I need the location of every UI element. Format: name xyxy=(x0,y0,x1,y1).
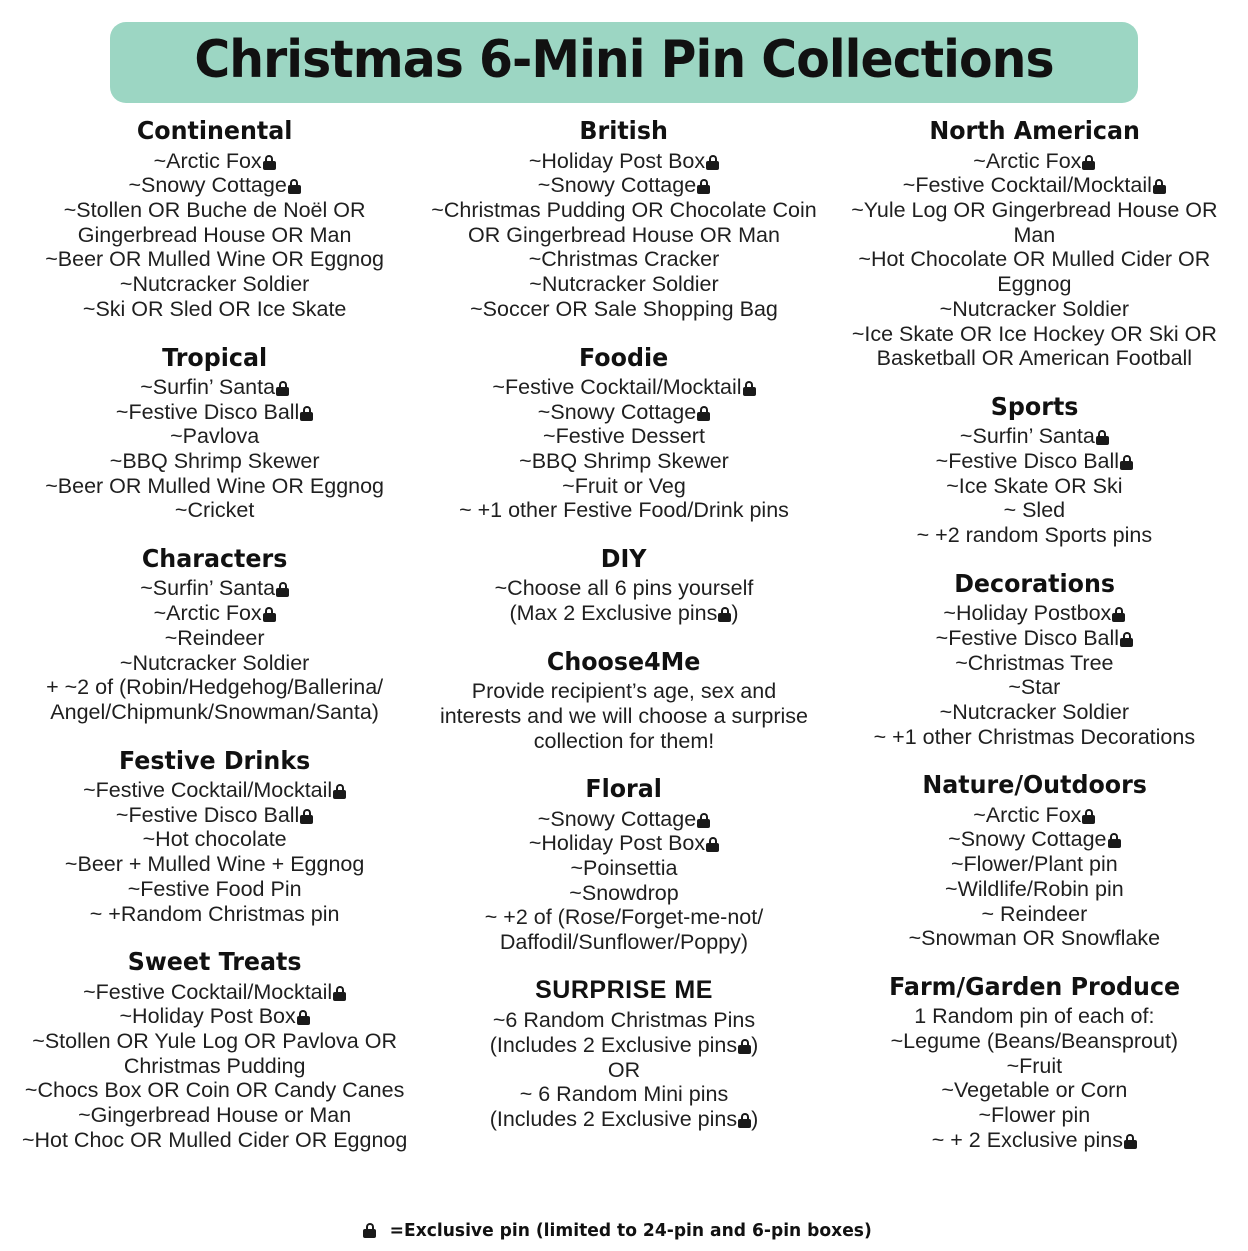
list-item-label: ~Holiday Post Box xyxy=(528,148,706,173)
list-item xyxy=(839,198,1230,247)
collection-title: Tropical xyxy=(162,342,268,372)
list-item xyxy=(430,601,817,626)
list-item-label: ~Hot chocolate xyxy=(142,827,287,852)
column-middle xyxy=(426,115,821,1151)
list-item xyxy=(20,424,409,449)
list-item-label: ~Christmas Cracker xyxy=(528,247,720,272)
collection-items xyxy=(430,576,817,625)
lock-icon xyxy=(363,1223,376,1238)
list-item xyxy=(839,601,1230,626)
collection-title: British xyxy=(579,116,669,146)
collection-block xyxy=(839,115,1230,371)
list-item-label: ~Christmas Tree xyxy=(955,650,1114,675)
list-item xyxy=(430,149,817,174)
list-item-label: ~ +2 random Sports pins xyxy=(916,523,1153,548)
lock-icon xyxy=(276,381,289,396)
list-item xyxy=(430,1008,817,1033)
list-item-suffix: ) xyxy=(731,601,739,626)
list-item-label: ~Star xyxy=(1008,675,1061,700)
collection-items xyxy=(20,778,409,926)
collection-block xyxy=(839,971,1230,1153)
list-item xyxy=(839,322,1230,371)
collection-title: Continental xyxy=(136,116,293,146)
list-item-label: ~Flower/Plant pin xyxy=(950,852,1118,877)
list-item xyxy=(430,297,817,322)
collection-title: Decorations xyxy=(953,568,1115,598)
list-item-label: ~ Sled xyxy=(1003,498,1066,523)
list-item-label: (Includes 2 Exclusive pins xyxy=(489,1106,738,1131)
list-item-label: ~Poinsettia xyxy=(570,855,678,880)
list-item xyxy=(430,247,817,272)
list-item xyxy=(839,651,1230,676)
list-item-label: (Includes 2 Exclusive pins xyxy=(489,1032,738,1057)
list-item xyxy=(430,856,817,881)
lock-icon xyxy=(300,809,313,824)
lock-icon xyxy=(1120,455,1133,470)
list-item xyxy=(430,498,817,523)
list-item-label: ~Soccer OR Sale Shopping Bag xyxy=(470,296,778,321)
lock-icon xyxy=(300,406,313,421)
list-item xyxy=(430,173,817,198)
list-item xyxy=(20,902,409,927)
collection-items xyxy=(839,601,1230,749)
title-banner xyxy=(110,22,1138,103)
list-item xyxy=(430,1058,817,1083)
collection-items xyxy=(430,149,817,322)
list-item xyxy=(20,474,409,499)
list-item xyxy=(839,675,1230,700)
list-item xyxy=(839,1029,1230,1054)
collection-title: Floral xyxy=(585,774,663,804)
lock-icon xyxy=(263,607,276,622)
collection-title: SURPRISE ME xyxy=(535,975,713,1004)
list-item-label: ~Wildlife/Robin pin xyxy=(945,876,1124,901)
collection-block xyxy=(839,568,1230,750)
list-item xyxy=(839,297,1230,322)
list-item xyxy=(430,831,817,856)
list-item-label: ~Gingerbread House or Man xyxy=(78,1103,352,1128)
list-item-label: ~Hot Chocolate OR Mulled Cider OR Eggnog xyxy=(858,247,1211,297)
list-item-label: ~Snowman OR Snowflake xyxy=(908,926,1161,951)
collection-block xyxy=(839,769,1230,951)
collection-block xyxy=(430,543,817,626)
lock-icon xyxy=(1082,155,1095,170)
lock-icon xyxy=(743,381,756,396)
list-item xyxy=(430,1107,817,1132)
list-item-label: ~ +2 of (Rose/Forget-me-not/ Daffodil/Sunflower/Poppy) xyxy=(484,905,764,955)
list-item-label: ~Fruit xyxy=(1006,1053,1063,1078)
list-item xyxy=(20,651,409,676)
list-item xyxy=(839,852,1230,877)
list-item-label: ~Nutcracker Soldier xyxy=(939,296,1130,321)
list-item-label: ~Ice Skate OR Ice Hockey OR Ski OR Basketball OR American Football xyxy=(851,321,1217,371)
list-item-label: ~Festive Cocktail/Mocktail xyxy=(83,778,333,803)
list-item xyxy=(430,576,817,601)
list-item-label: ~Fruit or Veg xyxy=(562,473,686,498)
list-item xyxy=(20,675,409,724)
lock-icon xyxy=(288,179,301,194)
list-item xyxy=(430,400,817,425)
list-item-label: ~Ski OR Sled OR Ice Skate xyxy=(82,296,347,321)
collection-block xyxy=(839,391,1230,548)
list-item-label: ~Holiday Post Box xyxy=(119,1004,296,1029)
list-item xyxy=(20,247,409,272)
collection-block xyxy=(430,342,817,524)
list-item xyxy=(839,523,1230,548)
lock-icon xyxy=(297,1010,310,1025)
lock-icon xyxy=(276,582,289,597)
list-item-label: ~Surfin’ Santa xyxy=(140,576,276,601)
list-item xyxy=(839,1103,1230,1128)
list-item xyxy=(20,498,409,523)
lock-icon xyxy=(738,1039,751,1054)
list-item-label: ~Arctic Fox xyxy=(153,148,262,173)
collection-block xyxy=(20,946,409,1152)
collection-items xyxy=(430,807,817,955)
list-item xyxy=(20,576,409,601)
lock-icon xyxy=(738,1113,751,1128)
list-item-label: ~Ice Skate OR Ski xyxy=(946,473,1123,498)
list-item-label: + ~2 of (Robin/Hedgehog/Ballerina/ Angel/Chipmunk/Snowman/Santa) xyxy=(46,675,384,725)
list-item xyxy=(20,877,409,902)
list-item xyxy=(430,881,817,906)
list-item-label: ~Beer + Mulled Wine + Eggnog xyxy=(64,852,365,877)
list-item-label: ~Chocs Box OR Coin OR Candy Canes xyxy=(24,1078,405,1103)
list-item-label: ~ Reindeer xyxy=(981,901,1088,926)
collections-columns xyxy=(10,115,1238,1172)
list-item-label: ~Festive Cocktail/Mocktail xyxy=(492,374,742,399)
list-item xyxy=(839,498,1230,523)
list-item-label: OR xyxy=(607,1057,641,1082)
list-item xyxy=(20,375,409,400)
list-item-label: ~Stollen OR Yule Log OR Pavlova OR Christmas Pudding xyxy=(32,1029,397,1078)
list-item-label: ~Flower pin xyxy=(978,1103,1091,1128)
list-item-label: ~Holiday Post Box xyxy=(528,831,706,856)
lock-icon xyxy=(333,986,346,1001)
list-item-label: ~Yule Log OR Gingerbread House OR Man xyxy=(851,198,1218,247)
lock-icon xyxy=(1108,833,1121,848)
list-item xyxy=(20,1128,409,1153)
list-item xyxy=(430,807,817,832)
list-item xyxy=(20,149,409,174)
list-item-suffix: ) xyxy=(751,1032,759,1057)
list-item-label: ~Festive Disco Ball xyxy=(935,625,1120,650)
list-item xyxy=(430,424,817,449)
legend-text: =Exclusive pin (limited to 24-pin and 6-pin boxes) xyxy=(389,1220,873,1241)
list-item xyxy=(839,474,1230,499)
list-item-suffix: ) xyxy=(751,1106,759,1131)
column-right xyxy=(839,115,1234,1172)
list-item xyxy=(430,272,817,297)
collection-title: Farm/Garden Produce xyxy=(888,972,1180,1002)
list-item-label: ~Arctic Fox xyxy=(973,802,1082,827)
list-item xyxy=(20,297,409,322)
collection-items xyxy=(430,1008,817,1132)
collection-items xyxy=(20,576,409,724)
page-title: Christmas 6-Mini Pin Collections xyxy=(194,30,1054,90)
lock-icon xyxy=(1096,430,1109,445)
list-item xyxy=(20,173,409,198)
collection-block xyxy=(20,342,409,524)
list-item-label: ~Arctic Fox xyxy=(973,148,1082,173)
collection-items xyxy=(20,149,409,322)
list-item-label: ~Nutcracker Soldier xyxy=(529,272,719,297)
collection-title: North American xyxy=(929,116,1140,146)
list-item xyxy=(20,827,409,852)
list-item-label: ~Holiday Postbox xyxy=(943,601,1112,626)
list-item xyxy=(839,1128,1230,1153)
lock-icon xyxy=(697,813,710,828)
list-item-label: Provide recipient’s age, sex and interests and we will choose a surprise collection for them! xyxy=(439,679,809,753)
list-item xyxy=(430,679,817,753)
list-item xyxy=(20,198,409,247)
list-item-label: ~ +1 other Festive Food/Drink pins xyxy=(459,498,789,523)
list-item xyxy=(20,1004,409,1029)
collection-items xyxy=(430,679,817,753)
list-item xyxy=(20,1078,409,1103)
list-item-label: ~Hot Choc OR Mulled Cider OR Eggnog xyxy=(21,1127,408,1152)
list-item xyxy=(430,905,817,954)
collection-title: Sports xyxy=(990,392,1079,422)
lock-icon xyxy=(706,837,719,852)
lock-icon xyxy=(706,155,719,170)
list-item xyxy=(20,601,409,626)
collection-block xyxy=(430,773,817,955)
collection-block xyxy=(20,543,409,725)
list-item xyxy=(839,1078,1230,1103)
list-item-label: ~BBQ Shrimp Skewer xyxy=(109,449,320,474)
list-item-label: ~Legume (Beans/Beansprout) xyxy=(890,1029,1179,1054)
list-item-label: ~Vegetable or Corn xyxy=(941,1078,1128,1103)
lock-icon xyxy=(1124,1134,1137,1149)
lock-icon xyxy=(718,607,731,622)
list-item xyxy=(20,980,409,1005)
list-item-label: ~Surfin’ Santa xyxy=(959,424,1095,449)
list-item-label: ~Festive Cocktail/Mocktail xyxy=(902,173,1152,198)
list-item-label: ~Snowy Cottage xyxy=(537,173,697,198)
collection-title: Choose4Me xyxy=(547,646,701,676)
list-item-label: ~Snowdrop xyxy=(569,880,679,905)
list-item xyxy=(20,778,409,803)
collection-title: DIY xyxy=(601,544,647,574)
list-item-label: ~Festive Dessert xyxy=(543,424,705,449)
list-item-label: ~ 6 Random Mini pins xyxy=(519,1082,729,1107)
list-item xyxy=(839,449,1230,474)
list-item xyxy=(839,424,1230,449)
collection-items xyxy=(839,1004,1230,1152)
collection-items xyxy=(839,424,1230,548)
lock-icon xyxy=(1082,809,1095,824)
list-item-label: ~Arctic Fox xyxy=(153,601,262,626)
list-item xyxy=(839,173,1230,198)
collection-items xyxy=(430,375,817,523)
lock-icon xyxy=(333,784,346,799)
list-item-label: ~ + 2 Exclusive pins xyxy=(931,1127,1123,1152)
list-item-label: ~6 Random Christmas Pins xyxy=(492,1008,756,1033)
collection-items xyxy=(839,803,1230,951)
list-item xyxy=(839,877,1230,902)
list-item-label: ~Festive Disco Ball xyxy=(935,449,1120,474)
list-item-label: ~Stollen OR Buche de Noël OR Gingerbread House OR Man xyxy=(63,198,366,247)
list-item-label: ~Beer OR Mulled Wine OR Eggnog xyxy=(45,247,385,272)
collection-block xyxy=(20,115,409,321)
collection-title: Foodie xyxy=(579,342,669,372)
list-item-label: ~Pavlova xyxy=(170,424,260,449)
list-item xyxy=(839,149,1230,174)
list-item xyxy=(839,902,1230,927)
list-item-label: ~Nutcracker Soldier xyxy=(119,272,310,297)
collection-block xyxy=(20,745,409,927)
list-item-label: ~Snowy Cottage xyxy=(537,399,697,424)
collection-title: Sweet Treats xyxy=(127,947,302,977)
list-item xyxy=(839,626,1230,651)
list-item xyxy=(430,474,817,499)
lock-icon xyxy=(1112,607,1125,622)
collection-items xyxy=(20,980,409,1153)
list-item xyxy=(20,400,409,425)
list-item xyxy=(20,449,409,474)
list-item xyxy=(839,926,1230,951)
list-item xyxy=(430,198,817,247)
list-item-label: ~Reindeer xyxy=(164,625,265,650)
lock-icon xyxy=(263,155,276,170)
list-item xyxy=(20,852,409,877)
collection-block xyxy=(430,975,817,1132)
list-item xyxy=(839,1004,1230,1029)
list-item-label: ~Festive Food Pin xyxy=(127,876,302,901)
legend-footer xyxy=(0,1220,1248,1241)
collection-title: Nature/Outdoors xyxy=(922,770,1147,800)
list-item-label: ~ +1 other Christmas Decorations xyxy=(873,724,1196,749)
list-item-label: ~Surfin’ Santa xyxy=(140,374,276,399)
list-item-label: ~Cricket xyxy=(174,498,255,523)
list-item-label: ~ +Random Christmas pin xyxy=(89,901,340,926)
list-item xyxy=(839,725,1230,750)
lock-icon xyxy=(1153,179,1166,194)
list-item xyxy=(839,700,1230,725)
list-item-label: ~Festive Disco Ball xyxy=(115,802,300,827)
lock-icon xyxy=(697,179,710,194)
collection-title: Festive Drinks xyxy=(118,745,311,775)
list-item xyxy=(839,1054,1230,1079)
list-item xyxy=(430,375,817,400)
list-item xyxy=(839,827,1230,852)
list-item xyxy=(430,449,817,474)
list-item-label: ~Nutcracker Soldier xyxy=(119,650,310,675)
list-item-label: ~Christmas Pudding OR Chocolate Coin OR Gingerbread House OR Man xyxy=(431,198,817,247)
column-left xyxy=(14,115,409,1172)
list-item xyxy=(430,1033,817,1058)
list-item xyxy=(20,626,409,651)
list-item-label: ~Festive Disco Ball xyxy=(115,399,300,424)
lock-icon xyxy=(1120,632,1133,647)
list-item-label: ~Festive Cocktail/Mocktail xyxy=(83,979,333,1004)
list-item-label: ~Snowy Cottage xyxy=(537,806,697,831)
list-item-label: ~Beer OR Mulled Wine OR Eggnog xyxy=(45,473,385,498)
list-item-label: ~Choose all 6 pins yourself xyxy=(494,576,754,601)
collection-title: Characters xyxy=(141,544,288,574)
list-item-label: 1 Random pin of each of: xyxy=(914,1004,1155,1029)
list-item xyxy=(839,247,1230,296)
list-item xyxy=(430,1082,817,1107)
list-item-label: ~Snowy Cottage xyxy=(128,173,287,198)
list-item xyxy=(20,1103,409,1128)
collection-block xyxy=(430,115,817,321)
collection-items xyxy=(839,149,1230,371)
list-item xyxy=(20,803,409,828)
collection-items xyxy=(20,375,409,523)
list-item xyxy=(20,272,409,297)
list-item-label: ~Nutcracker Soldier xyxy=(939,700,1130,725)
list-item-label: (Max 2 Exclusive pins xyxy=(509,601,718,626)
collection-block xyxy=(430,646,817,753)
list-item-label: ~BBQ Shrimp Skewer xyxy=(519,449,729,474)
list-item xyxy=(20,1029,409,1078)
list-item xyxy=(839,803,1230,828)
lock-icon xyxy=(697,406,710,421)
list-item-label: ~Snowy Cottage xyxy=(948,827,1107,852)
